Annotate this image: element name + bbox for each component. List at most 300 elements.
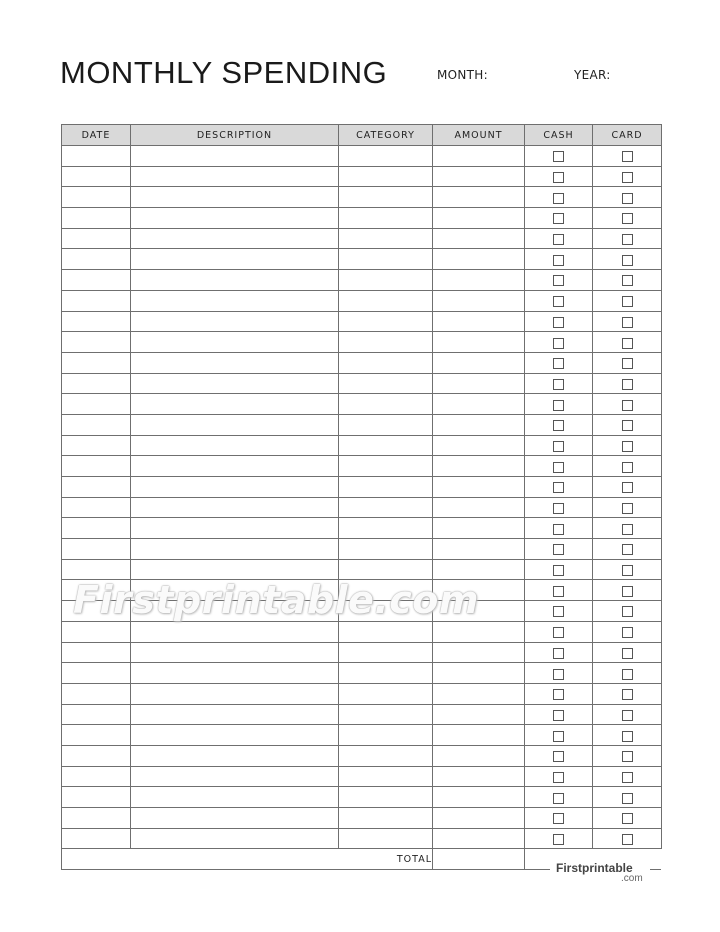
card-checkbox[interactable] <box>622 689 633 700</box>
cash-cell <box>525 497 593 518</box>
card-checkbox[interactable] <box>622 565 633 576</box>
date-cell[interactable] <box>62 766 131 787</box>
description-cell[interactable] <box>131 435 339 456</box>
category-cell[interactable] <box>339 311 433 332</box>
date-cell[interactable] <box>62 187 131 208</box>
category-cell[interactable] <box>339 187 433 208</box>
table-row <box>62 828 662 849</box>
cash-checkbox[interactable] <box>553 524 564 535</box>
card-checkbox[interactable] <box>622 648 633 659</box>
amount-cell[interactable] <box>433 187 525 208</box>
card-checkbox[interactable] <box>622 524 633 535</box>
description-cell[interactable] <box>131 642 339 663</box>
cash-cell <box>525 828 593 849</box>
table-row <box>62 249 662 270</box>
category-cell[interactable] <box>339 332 433 353</box>
date-cell[interactable] <box>62 683 131 704</box>
date-cell[interactable] <box>62 166 131 187</box>
cash-checkbox[interactable] <box>553 482 564 493</box>
total-amount-cell[interactable] <box>433 849 525 870</box>
date-cell[interactable] <box>62 146 131 167</box>
cash-checkbox[interactable] <box>553 420 564 431</box>
card-checkbox[interactable] <box>622 544 633 555</box>
table-row <box>62 311 662 332</box>
cash-checkbox[interactable] <box>553 544 564 555</box>
description-cell[interactable] <box>131 332 339 353</box>
cash-checkbox[interactable] <box>553 669 564 680</box>
spending-table <box>61 124 662 870</box>
card-cell <box>593 290 662 311</box>
card-cell <box>593 787 662 808</box>
cash-checkbox[interactable] <box>553 400 564 411</box>
cash-checkbox[interactable] <box>553 172 564 183</box>
card-checkbox[interactable] <box>622 338 633 349</box>
table-row <box>62 559 662 580</box>
amount-cell[interactable] <box>433 808 525 829</box>
card-checkbox[interactable] <box>622 503 633 514</box>
category-cell[interactable] <box>339 704 433 725</box>
category-cell[interactable] <box>339 683 433 704</box>
card-cell <box>593 621 662 642</box>
amount-cell[interactable] <box>433 456 525 477</box>
description-cell[interactable] <box>131 766 339 787</box>
card-cell <box>593 352 662 373</box>
total-label: TOTAL <box>62 849 433 870</box>
date-cell[interactable] <box>62 787 131 808</box>
cash-cell <box>525 477 593 498</box>
description-cell[interactable] <box>131 518 339 539</box>
description-cell[interactable] <box>131 352 339 373</box>
category-cell[interactable] <box>339 621 433 642</box>
description-cell[interactable] <box>131 745 339 766</box>
column-header-description: DESCRIPTION <box>131 125 339 146</box>
cash-checkbox[interactable] <box>553 317 564 328</box>
table-row <box>62 497 662 518</box>
cash-cell <box>525 663 593 684</box>
description-cell[interactable] <box>131 373 339 394</box>
description-cell[interactable] <box>131 725 339 746</box>
cash-checkbox[interactable] <box>553 606 564 617</box>
card-checkbox[interactable] <box>622 751 633 762</box>
card-cell <box>593 601 662 622</box>
cash-checkbox[interactable] <box>553 751 564 762</box>
column-header-amount: AMOUNT <box>433 125 525 146</box>
description-cell[interactable] <box>131 828 339 849</box>
date-cell[interactable] <box>62 414 131 435</box>
card-checkbox[interactable] <box>622 151 633 162</box>
card-checkbox[interactable] <box>622 358 633 369</box>
description-cell[interactable] <box>131 704 339 725</box>
cash-cell <box>525 187 593 208</box>
category-cell[interactable] <box>339 249 433 270</box>
table-body <box>62 146 662 849</box>
amount-cell[interactable] <box>433 497 525 518</box>
description-cell[interactable] <box>131 477 339 498</box>
card-checkbox[interactable] <box>622 482 633 493</box>
card-checkbox[interactable] <box>622 379 633 390</box>
card-checkbox[interactable] <box>622 731 633 742</box>
cash-checkbox[interactable] <box>553 213 564 224</box>
card-checkbox[interactable] <box>622 586 633 597</box>
card-cell <box>593 435 662 456</box>
amount-cell[interactable] <box>433 725 525 746</box>
category-cell[interactable] <box>339 394 433 415</box>
category-cell[interactable] <box>339 539 433 560</box>
amount-cell[interactable] <box>433 146 525 167</box>
table-row <box>62 228 662 249</box>
description-cell[interactable] <box>131 228 339 249</box>
card-checkbox[interactable] <box>622 834 633 845</box>
date-cell[interactable] <box>62 621 131 642</box>
category-cell[interactable] <box>339 435 433 456</box>
page-title: MONTHLY SPENDING <box>60 55 388 90</box>
brand-divider-left <box>524 869 550 870</box>
card-cell <box>593 228 662 249</box>
cash-checkbox[interactable] <box>553 338 564 349</box>
date-cell[interactable] <box>62 559 131 580</box>
cash-cell <box>525 435 593 456</box>
card-cell <box>593 828 662 849</box>
date-cell[interactable] <box>62 228 131 249</box>
brand-logo-text: Firstprintable <box>556 861 633 875</box>
cash-cell <box>525 787 593 808</box>
description-cell[interactable] <box>131 290 339 311</box>
amount-cell[interactable] <box>433 373 525 394</box>
cash-checkbox[interactable] <box>553 834 564 845</box>
card-cell <box>593 808 662 829</box>
card-cell <box>593 332 662 353</box>
card-cell <box>593 456 662 477</box>
category-cell[interactable] <box>339 642 433 663</box>
cash-cell <box>525 414 593 435</box>
category-cell[interactable] <box>339 787 433 808</box>
cash-cell <box>525 332 593 353</box>
card-checkbox[interactable] <box>622 255 633 266</box>
card-checkbox[interactable] <box>622 234 633 245</box>
description-cell[interactable] <box>131 187 339 208</box>
description-cell[interactable] <box>131 166 339 187</box>
date-cell[interactable] <box>62 270 131 291</box>
cash-checkbox[interactable] <box>553 503 564 514</box>
table-row <box>62 187 662 208</box>
amount-cell[interactable] <box>433 745 525 766</box>
date-cell[interactable] <box>62 725 131 746</box>
card-cell <box>593 580 662 601</box>
description-cell[interactable] <box>131 249 339 270</box>
card-checkbox[interactable] <box>622 710 633 721</box>
date-cell[interactable] <box>62 745 131 766</box>
cash-cell <box>525 352 593 373</box>
card-checkbox[interactable] <box>622 400 633 411</box>
amount-cell[interactable] <box>433 166 525 187</box>
cash-cell <box>525 766 593 787</box>
cash-cell <box>525 808 593 829</box>
amount-cell[interactable] <box>433 332 525 353</box>
date-cell[interactable] <box>62 249 131 270</box>
cash-checkbox[interactable] <box>553 275 564 286</box>
category-cell[interactable] <box>339 766 433 787</box>
cash-checkbox[interactable] <box>553 586 564 597</box>
card-checkbox[interactable] <box>622 606 633 617</box>
card-cell <box>593 394 662 415</box>
description-cell[interactable] <box>131 311 339 332</box>
cash-checkbox[interactable] <box>553 689 564 700</box>
card-cell <box>593 745 662 766</box>
table-row <box>62 663 662 684</box>
cash-checkbox[interactable] <box>553 441 564 452</box>
date-cell[interactable] <box>62 497 131 518</box>
table-row <box>62 787 662 808</box>
category-cell[interactable] <box>339 559 433 580</box>
category-cell[interactable] <box>339 414 433 435</box>
category-cell[interactable] <box>339 456 433 477</box>
cash-checkbox[interactable] <box>553 648 564 659</box>
cash-cell <box>525 373 593 394</box>
description-cell[interactable] <box>131 394 339 415</box>
card-cell <box>593 166 662 187</box>
cash-cell <box>525 394 593 415</box>
date-cell[interactable] <box>62 808 131 829</box>
description-cell[interactable] <box>131 663 339 684</box>
card-cell <box>593 146 662 167</box>
cash-checkbox[interactable] <box>553 627 564 638</box>
table-row <box>62 808 662 829</box>
category-cell[interactable] <box>339 828 433 849</box>
amount-cell[interactable] <box>433 352 525 373</box>
cash-cell <box>525 146 593 167</box>
table-row <box>62 725 662 746</box>
amount-cell[interactable] <box>433 435 525 456</box>
table-row <box>62 373 662 394</box>
category-cell[interactable] <box>339 146 433 167</box>
table-row <box>62 518 662 539</box>
cash-checkbox[interactable] <box>553 296 564 307</box>
amount-cell[interactable] <box>433 663 525 684</box>
amount-cell[interactable] <box>433 290 525 311</box>
table-row <box>62 745 662 766</box>
category-cell[interactable] <box>339 290 433 311</box>
cash-cell <box>525 683 593 704</box>
date-cell[interactable] <box>62 373 131 394</box>
amount-cell[interactable] <box>433 518 525 539</box>
category-cell[interactable] <box>339 725 433 746</box>
category-cell[interactable] <box>339 166 433 187</box>
card-checkbox[interactable] <box>622 441 633 452</box>
date-cell[interactable] <box>62 456 131 477</box>
amount-cell[interactable] <box>433 270 525 291</box>
watermark-text: Firstprintable.com <box>73 578 479 622</box>
category-cell[interactable] <box>339 808 433 829</box>
date-cell[interactable] <box>62 435 131 456</box>
category-cell[interactable] <box>339 352 433 373</box>
table-row <box>62 414 662 435</box>
card-cell <box>593 414 662 435</box>
column-header-cash: CASH <box>525 125 593 146</box>
date-cell[interactable] <box>62 518 131 539</box>
cash-checkbox[interactable] <box>553 462 564 473</box>
cash-cell <box>525 249 593 270</box>
category-cell[interactable] <box>339 745 433 766</box>
cash-cell <box>525 456 593 477</box>
cash-checkbox[interactable] <box>553 234 564 245</box>
card-cell <box>593 249 662 270</box>
card-checkbox[interactable] <box>622 669 633 680</box>
cash-cell <box>525 166 593 187</box>
category-cell[interactable] <box>339 228 433 249</box>
description-cell[interactable] <box>131 808 339 829</box>
date-cell[interactable] <box>62 477 131 498</box>
card-cell <box>593 725 662 746</box>
cash-cell <box>525 290 593 311</box>
description-cell[interactable] <box>131 621 339 642</box>
cash-checkbox[interactable] <box>553 193 564 204</box>
card-cell <box>593 311 662 332</box>
cash-checkbox[interactable] <box>553 565 564 576</box>
card-checkbox[interactable] <box>622 420 633 431</box>
card-checkbox[interactable] <box>622 813 633 824</box>
description-cell[interactable] <box>131 559 339 580</box>
category-cell[interactable] <box>339 663 433 684</box>
category-cell[interactable] <box>339 270 433 291</box>
brand-divider-right <box>650 869 661 870</box>
card-checkbox[interactable] <box>622 193 633 204</box>
table-row <box>62 642 662 663</box>
date-cell[interactable] <box>62 290 131 311</box>
amount-cell[interactable] <box>433 249 525 270</box>
column-header-category: CATEGORY <box>339 125 433 146</box>
card-cell <box>593 559 662 580</box>
column-header-card: CARD <box>593 125 662 146</box>
amount-cell[interactable] <box>433 766 525 787</box>
date-cell[interactable] <box>62 663 131 684</box>
card-cell <box>593 477 662 498</box>
cash-checkbox[interactable] <box>553 731 564 742</box>
category-cell[interactable] <box>339 518 433 539</box>
cash-cell <box>525 518 593 539</box>
card-cell <box>593 642 662 663</box>
amount-cell[interactable] <box>433 559 525 580</box>
cash-checkbox[interactable] <box>553 358 564 369</box>
amount-cell[interactable] <box>433 477 525 498</box>
description-cell[interactable] <box>131 270 339 291</box>
table-row <box>62 704 662 725</box>
cash-cell <box>525 621 593 642</box>
cash-checkbox[interactable] <box>553 151 564 162</box>
card-checkbox[interactable] <box>622 213 633 224</box>
table-row <box>62 539 662 560</box>
description-cell[interactable] <box>131 208 339 229</box>
cash-cell <box>525 704 593 725</box>
table-row <box>62 456 662 477</box>
amount-cell[interactable] <box>433 621 525 642</box>
table-row <box>62 477 662 498</box>
cash-checkbox[interactable] <box>553 379 564 390</box>
amount-cell[interactable] <box>433 394 525 415</box>
amount-cell[interactable] <box>433 642 525 663</box>
description-cell[interactable] <box>131 787 339 808</box>
category-cell[interactable] <box>339 208 433 229</box>
table-row <box>62 435 662 456</box>
card-checkbox[interactable] <box>622 627 633 638</box>
date-cell[interactable] <box>62 332 131 353</box>
description-cell[interactable] <box>131 414 339 435</box>
date-cell[interactable] <box>62 311 131 332</box>
year-label: YEAR: <box>574 68 611 82</box>
table-row <box>62 270 662 291</box>
card-cell <box>593 208 662 229</box>
card-checkbox[interactable] <box>622 462 633 473</box>
description-cell[interactable] <box>131 456 339 477</box>
amount-cell[interactable] <box>433 228 525 249</box>
cash-cell <box>525 601 593 622</box>
description-cell[interactable] <box>131 146 339 167</box>
cash-cell <box>525 559 593 580</box>
cash-cell <box>525 580 593 601</box>
date-cell[interactable] <box>62 642 131 663</box>
amount-cell[interactable] <box>433 683 525 704</box>
card-checkbox[interactable] <box>622 296 633 307</box>
table-row <box>62 394 662 415</box>
table-row <box>62 621 662 642</box>
card-checkbox[interactable] <box>622 172 633 183</box>
month-label: MONTH: <box>437 68 488 82</box>
card-cell <box>593 683 662 704</box>
table-row <box>62 683 662 704</box>
amount-cell[interactable] <box>433 414 525 435</box>
card-checkbox[interactable] <box>622 275 633 286</box>
category-cell[interactable] <box>339 373 433 394</box>
cash-checkbox[interactable] <box>553 813 564 824</box>
cash-checkbox[interactable] <box>553 793 564 804</box>
category-cell[interactable] <box>339 497 433 518</box>
card-checkbox[interactable] <box>622 317 633 328</box>
cash-cell <box>525 270 593 291</box>
amount-cell[interactable] <box>433 828 525 849</box>
cash-checkbox[interactable] <box>553 772 564 783</box>
card-cell <box>593 539 662 560</box>
amount-cell[interactable] <box>433 704 525 725</box>
cash-checkbox[interactable] <box>553 710 564 721</box>
card-checkbox[interactable] <box>622 793 633 804</box>
description-cell[interactable] <box>131 539 339 560</box>
category-cell[interactable] <box>339 477 433 498</box>
date-cell[interactable] <box>62 704 131 725</box>
card-cell <box>593 663 662 684</box>
table-row <box>62 352 662 373</box>
date-cell[interactable] <box>62 208 131 229</box>
cash-checkbox[interactable] <box>553 255 564 266</box>
description-cell[interactable] <box>131 683 339 704</box>
description-cell[interactable] <box>131 497 339 518</box>
date-cell[interactable] <box>62 828 131 849</box>
amount-cell[interactable] <box>433 539 525 560</box>
amount-cell[interactable] <box>433 787 525 808</box>
card-cell <box>593 497 662 518</box>
amount-cell[interactable] <box>433 208 525 229</box>
table-row <box>62 208 662 229</box>
date-cell[interactable] <box>62 394 131 415</box>
cash-cell <box>525 725 593 746</box>
amount-cell[interactable] <box>433 311 525 332</box>
date-cell[interactable] <box>62 352 131 373</box>
card-checkbox[interactable] <box>622 772 633 783</box>
card-cell <box>593 187 662 208</box>
table-row <box>62 146 662 167</box>
date-cell[interactable] <box>62 539 131 560</box>
card-cell <box>593 373 662 394</box>
cash-cell <box>525 208 593 229</box>
brand-logo-suffix: .com <box>621 873 643 884</box>
